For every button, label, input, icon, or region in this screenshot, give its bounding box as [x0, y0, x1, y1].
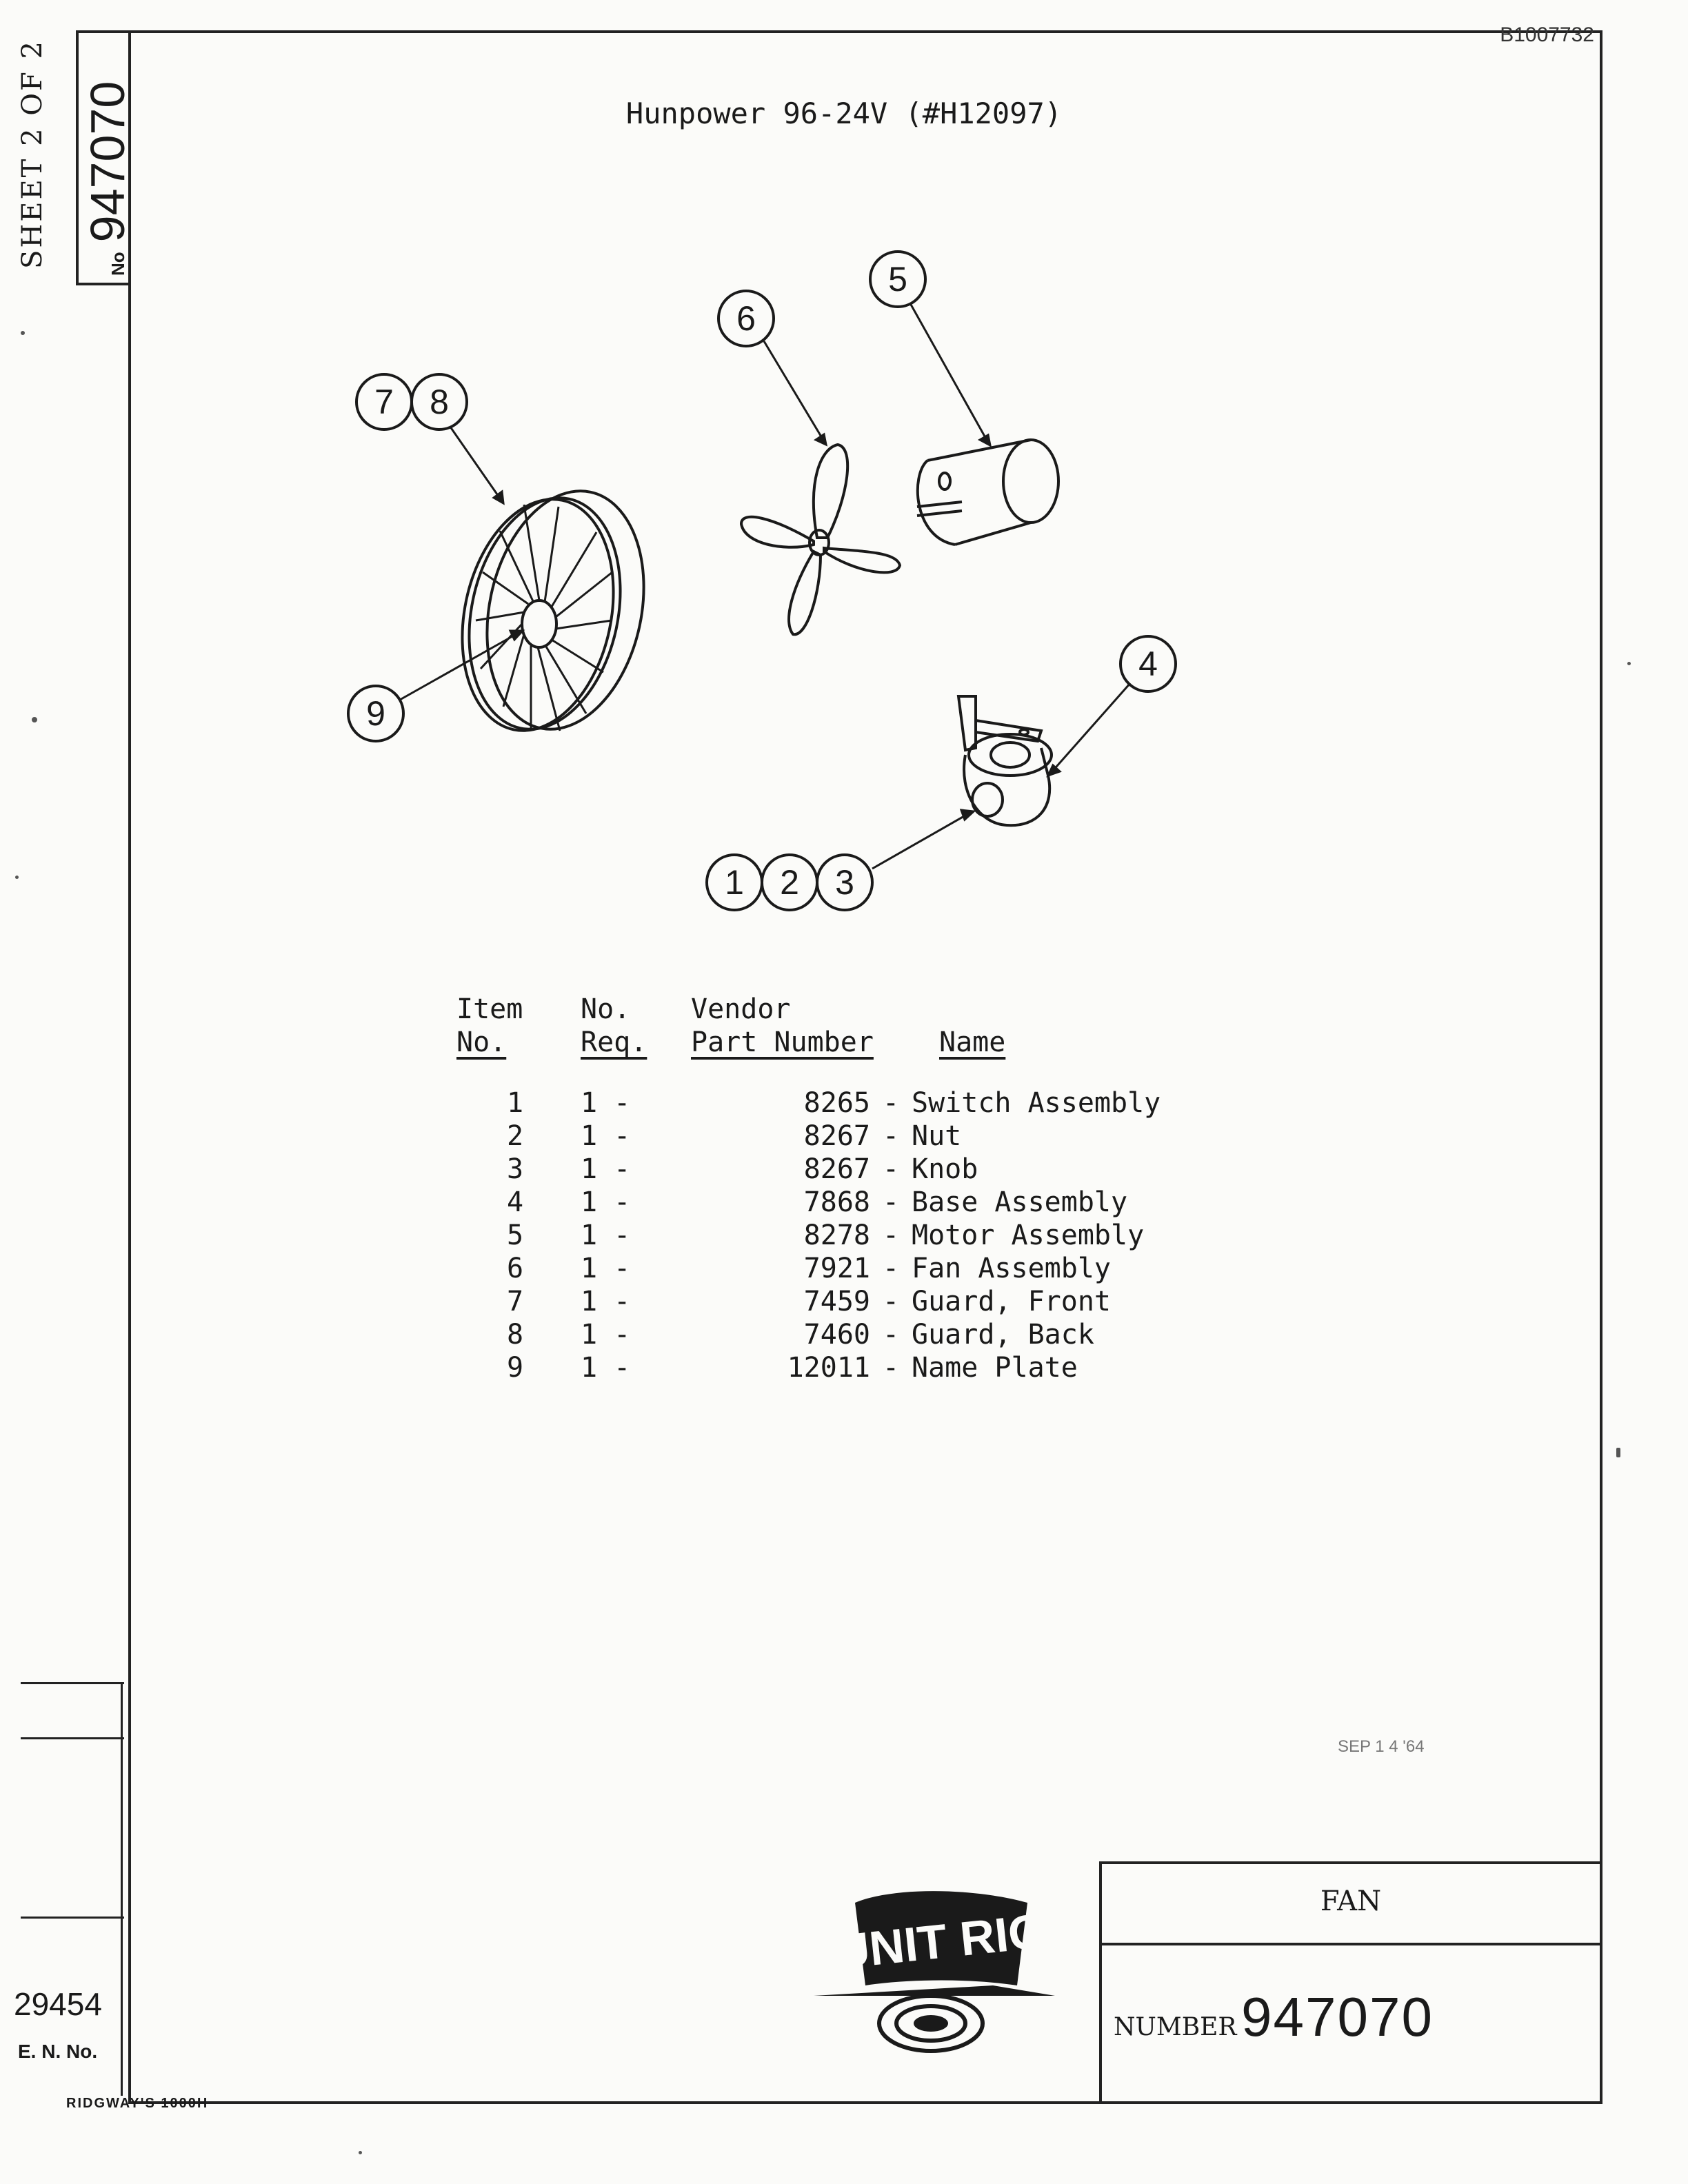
scan-speck [21, 331, 25, 335]
engineering-notice-label: E. N. No. [18, 2041, 98, 2062]
table-row: 9 1 - 12011 - Name Plate [506, 1352, 1078, 1384]
fan-blade-illustration [741, 445, 900, 634]
header-vendor: Vendor [691, 993, 791, 1025]
callout-3: 3 [835, 863, 854, 902]
motor-illustration [917, 440, 1058, 545]
table-row: 6 1 - 7921 - Fan Assembly [506, 1253, 1111, 1284]
table-row: 1 1 - 8265 - Switch Assembly [506, 1087, 1161, 1119]
callout-5: 5 [888, 260, 907, 299]
title-block-number-label: NUMBER [1114, 2013, 1237, 2041]
table-row: 7 1 - 7459 - Guard, Front [506, 1286, 1111, 1317]
unit-rig-logo [814, 1891, 1055, 2051]
callout-7: 7 [374, 383, 394, 421]
left-ticket-line [21, 1682, 124, 1684]
callout-9: 9 [366, 694, 385, 733]
table-row: 3 1 - 8267 - Knob [506, 1153, 978, 1185]
table-row: 4 1 - 7868 - Base Assembly [506, 1186, 1128, 1218]
table-row: 8 1 - 7460 - Guard, Back [506, 1319, 1094, 1351]
table-row: 2 1 - 8267 - Nut [506, 1120, 962, 1152]
switch-base-illustration [958, 696, 1052, 825]
left-ticket-line [21, 1917, 124, 1919]
date-stamp: SEP 1 4 '64 [1338, 1737, 1425, 1756]
left-ticket-edge [121, 1682, 123, 2096]
callout-4: 4 [1138, 645, 1158, 683]
no-prefix: No [108, 252, 128, 276]
title-block-divider [1099, 1943, 1602, 1945]
scan-speck [15, 876, 19, 879]
scan-speck [359, 2151, 362, 2154]
scan-speck [1627, 662, 1631, 665]
scan-speck [1616, 1448, 1620, 1457]
fan-guard-illustration [442, 476, 665, 745]
table-row: 5 1 - 8278 - Motor Assembly [506, 1220, 1145, 1251]
callout-8: 8 [430, 383, 449, 421]
header-req-no: Req. [581, 1027, 647, 1058]
table-header-row-2 [456, 1026, 1229, 1059]
header-item-no: No. [456, 1027, 507, 1058]
logo-text: UNIT RIG [832, 1903, 1049, 1979]
header-item: Item [456, 993, 523, 1025]
title-block-number: 947070 [1241, 1986, 1434, 2048]
sheet-label: SHEET 2 OF 2 [17, 39, 48, 269]
header-req: No. [581, 993, 631, 1025]
header-part-number: Part Number [691, 1027, 874, 1058]
document-code: B1007732 [1500, 23, 1594, 46]
paper-footer: RIDGWAY'S 1000H [66, 2096, 209, 2111]
engineering-notice-number: 29454 [14, 1986, 102, 2022]
header-name: Name [939, 1027, 1006, 1058]
title-block-name: FAN [1320, 1885, 1382, 1917]
drawing-title: Hunpower 96-24V (#H12097) [625, 97, 1063, 130]
scan-speck [32, 717, 37, 722]
parts-list-table [456, 993, 1229, 1384]
callout-2: 2 [780, 863, 799, 902]
side-number-value: 947070 [81, 81, 134, 243]
table-header-row-1 [456, 993, 1229, 1026]
callout-6: 6 [736, 299, 756, 338]
left-ticket-line [21, 1737, 124, 1739]
callout-1: 1 [725, 863, 744, 902]
